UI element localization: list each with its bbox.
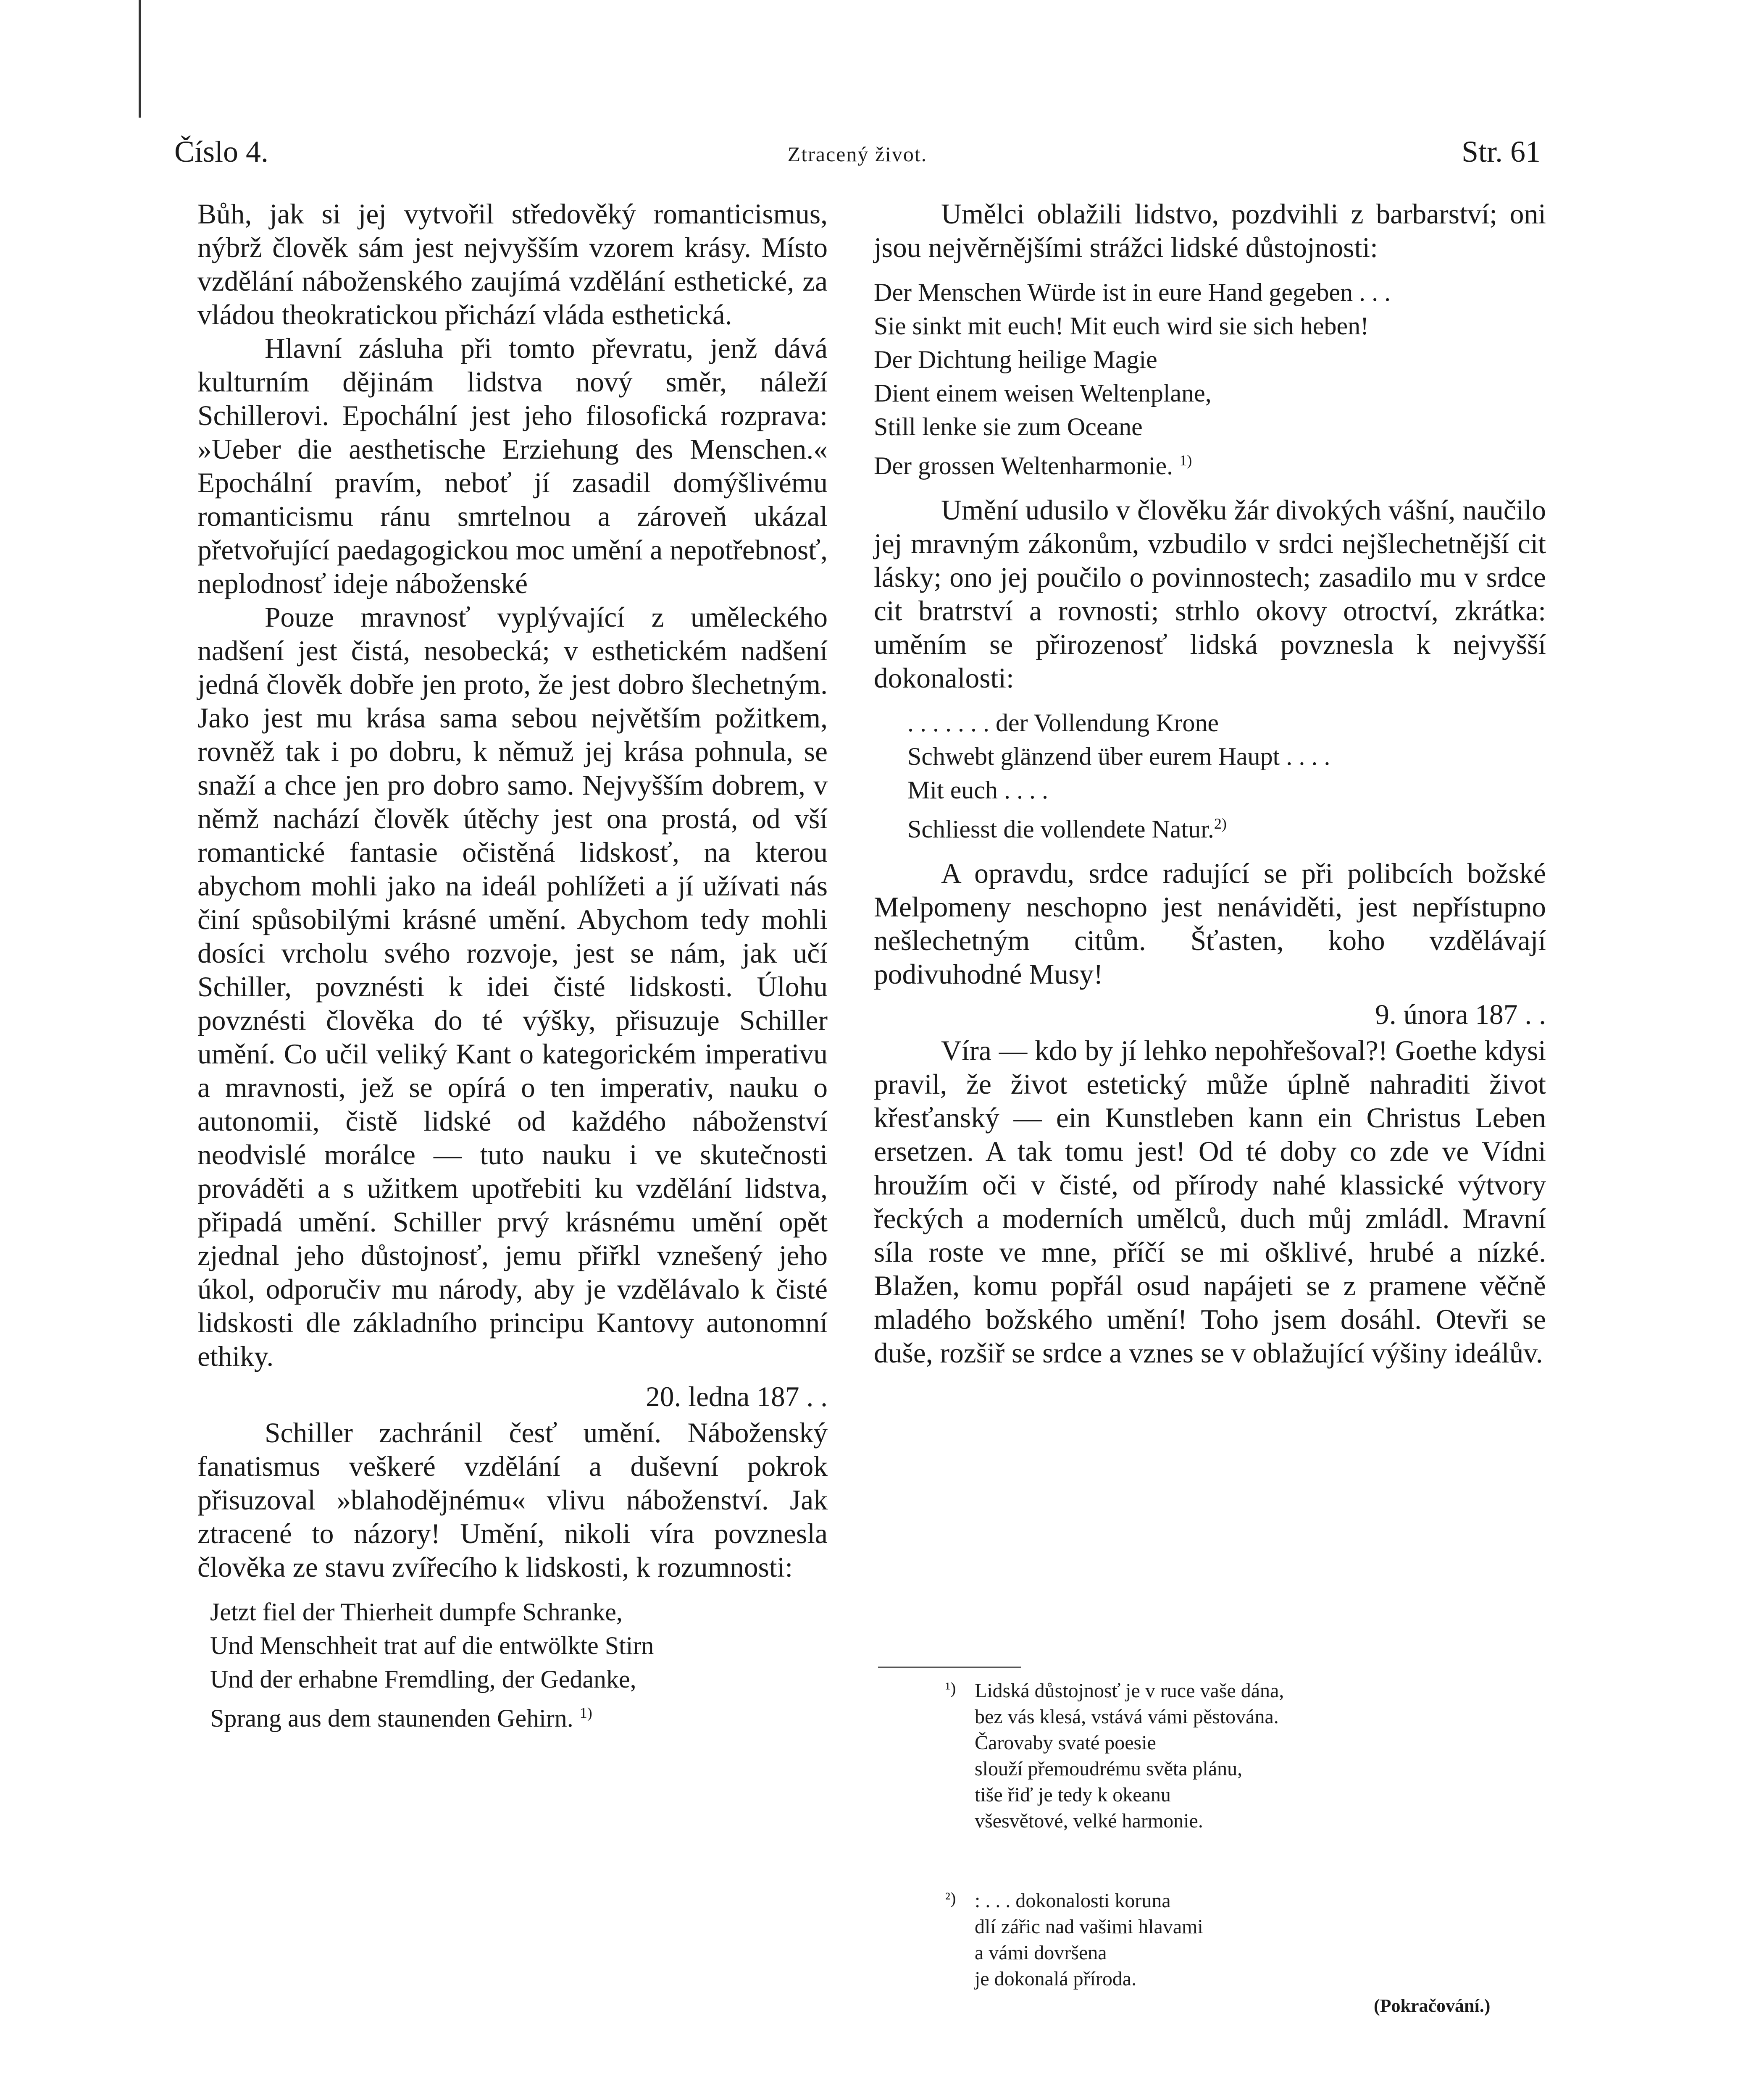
footnote-marker: ²) <box>945 1889 956 1908</box>
verse-line: Jetzt fiel der Thierheit dumpfe Schranke, <box>210 1598 623 1626</box>
verse-line: Still lenke sie zum Oceane <box>874 413 1143 441</box>
verse-line: Und der erhabne Fremdling, der Gedanke, <box>210 1665 636 1693</box>
footnote-line: Lidská důstojnosť je v ruce vaše dána, <box>975 1680 1284 1702</box>
footnote-line: všesvětové, velké harmonie. <box>975 1810 1203 1832</box>
dateline: 9. února 187 . . <box>1375 999 1546 1030</box>
paragraph: Umělci oblažili lidstvo, pozdvihli z barbarství; oni jsou nejvěrnějšími strážci lidské důstojnosti: <box>874 198 1546 263</box>
footnote-line: je dokonalá příroda. <box>975 1968 1137 1990</box>
verse-line: Der Dichtung heilige Magie <box>874 346 1157 373</box>
footnote-separator <box>878 1667 1021 1668</box>
footnote-marker: 1) <box>1179 452 1192 469</box>
paragraph: A opravdu, srdce radující se při polibcích božské Melpomeny neschopno jest nenáviděti, jest nepřístupno nešlechetným citům. Šťasten, koho vzdělávají podivuhodné Musy! <box>874 858 1546 990</box>
verse-quote <box>874 276 1546 483</box>
paragraph: Víra — kdo by jí lehko nepohřešoval?! Goethe kdysi pravil, že život estetický může úplně nahraditi život křesťanský — ein Kunstleben kann ein Christus Leben ersetzen. A tak tomu jest! Od té doby co zde ve Vídni hroužím oči v čisté, od přírody nahé klassické výtvory řeckých a moderních umělců, duch můj zmládl. Mravní síla roste ve mne, příčí se mi ošklivé, hrubé a nízké. Blažen, komu popřál osud napájeti se z pramene věčně mladého božského umění! Toho jsem dosáhl. Otevři se duše, rozšiř se srdce a vznes se v oblažující výšiny ideálův. <box>874 1035 1546 1369</box>
issue-number: Číslo 4. <box>174 135 269 168</box>
footnote-line: slouží přemoudrému světa plánu, <box>975 1758 1243 1780</box>
left-column <box>197 197 828 1746</box>
paragraph: Hlavní zásluha při tomto převratu, jenž dává kulturním dějinám lidstva nový směr, náleží Schillerovi. Epochální jest jeho filosofická rozprava: »Ueber die aesthetische Erziehung des Menschen.« Epochální pravím, neboť jí zasadil domýšlivému romanticismu ránu smrtelnou a zároveň ukázal přetvořující paedagogickou moc umění a nepotřebnosť, neplodnosť ideje náboženské <box>197 333 828 599</box>
footnote-line: : . . . dokonalosti koruna <box>975 1890 1171 1912</box>
footnote-right-2 <box>945 1888 1203 1992</box>
verse-line: Der grossen Weltenharmonie. $^{1)}$ <box>874 452 1192 480</box>
verse-line: Und Menschheit trat auf die entwölkte Stirn <box>210 1632 654 1659</box>
verse-line: Schwebt glänzend über eurem Haupt . . . . <box>907 743 1330 770</box>
paragraph: Umění udusilo v člověku žár divokých vášní, naučilo jej mravným zákonům, vzbudilo v srdci nejšlechetnější cit lásky; ono jej poučilo o povinnostech; zasadilo mu v srdce cit bratrství a rovnosti; strhlo okovy otroctví, zkrátka: uměním se přirozenosť lidská povznesla k nejvyšší dokonalosti: <box>874 494 1546 694</box>
verse-line: Sprang aus dem staunenden Gehirn. $^{1)}$ <box>210 1704 592 1732</box>
dateline: 20. ledna 187 . . <box>645 1381 828 1412</box>
footnote-line: dlí zářic nad vašimi hlavami <box>975 1916 1203 1938</box>
paragraph: Schiller zachránil česť umění. Náboženský fanatismus veškeré vzdělání a duševní pokrok přisuzoval »blahodějnému« vlivu náboženství. Jak ztracené to názory! Umění, nikoli víra povznesla člověka ze stavu zvířecího k lidskosti, k rozumnosti: <box>197 1417 828 1583</box>
footnote-line: tiše řiď je tedy k okeanu <box>975 1784 1171 1806</box>
verse-quote <box>874 706 1546 846</box>
footnote-right-1 <box>945 1678 1284 1834</box>
verse-line: Mit euch . . . . <box>907 776 1048 804</box>
verse-quote <box>197 1595 828 1735</box>
footnote-marker: 2) <box>1214 815 1227 832</box>
footnote-marker: ¹) <box>945 1679 956 1698</box>
paragraph: Bůh, jak si jej vytvořil středověký romanticismus, nýbrž člověk sám jest nejvyšším vzorem krásy. Místo vzdělání náboženského zaujímá vzdělání esthetické, za vládou theokratickou přichází vláda esthetická. <box>197 198 828 331</box>
page-number: Str. 61 <box>1461 135 1541 168</box>
verse-line: Schliesst die vollendete Natur.$^{2)}$ <box>907 815 1227 843</box>
binding-line <box>139 0 141 118</box>
running-title: Ztracený život. <box>787 142 928 166</box>
page-header <box>174 134 1541 176</box>
footnote-line: a vámi dovršena <box>975 1942 1107 1964</box>
verse-line: Der Menschen Würde ist in eure Hand gegeben . . . <box>874 278 1391 306</box>
right-column <box>874 197 1546 1370</box>
paragraph: Pouze mravnosť vyplývající z uměleckého nadšení jest čistá, nesobecká; v esthetickém nadšení jedná člověk dobře jen proto, že jest dobro šlechetným. Jako jest mu krása sama sebou největším požitkem, rovněž tak i po dobru, k němuž jej krása pohnula, se snaží a chce jen pro dobro samo. Nejvyšším dobrem, v němž nachází člověk útěchy jest ona prostá, od vší romantické fantasie očistěná lidskosť, na kterou abychom mohli jako na ideál pohlížeti a jí užívati nás činí spůsobilými krásné umění. Abychom tedy mohli dosíci vrcholu svého rozvoje, jest se nám, jak učí Schiller, povznésti k idei čisté lidskosti. Úlohu povznésti člověka do té výšky, přisuzuje Schiller umění. Co učil veliký Kant o kategorickém imperativu a mravnosti, jež se opírá o ten imperativ, nauku o autonomii, čistě lidské od každého náboženství neodvislé morálce — tuto nauku i ve skutečnosti prováděti a s užitkem upotřebiti ku vzdělání lidstva, připadá umění. Schiller prvý krásnému umění opět zjednal jeho důstojnosť, jemu přiřkl vznešený jeho úkol, odporučiv mu národy, aby je vzdělávalo k čisté lidskosti dle základního principu Kantovy autonomní ethiky. <box>197 601 828 1372</box>
footnote-marker: 1) <box>579 1704 592 1721</box>
continued-note: (Pokračování.) <box>1374 1995 1491 2016</box>
verse-line: . . . . . . . der Vollendung Krone <box>907 709 1219 737</box>
verse-line: Dient einem weisen Weltenplane, <box>874 379 1212 407</box>
footnote-line: bez vás klesá, vstává vámi pěstována. <box>975 1706 1279 1728</box>
footnote-line: Čarovaby svaté poesie <box>975 1732 1156 1754</box>
verse-line: Sie sinkt mit euch! Mit euch wird sie sich heben! <box>874 312 1369 340</box>
